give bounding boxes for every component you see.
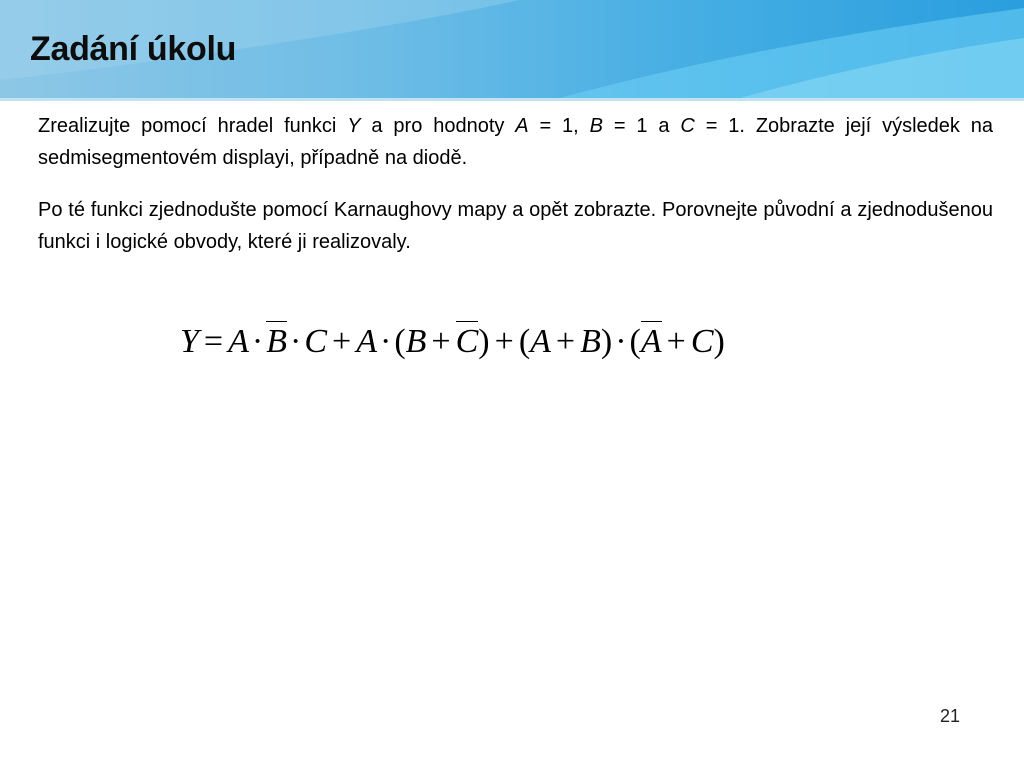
formula-rparen: ) <box>713 323 725 360</box>
variable-a: A <box>515 115 529 137</box>
formula-a: A <box>530 323 551 360</box>
slide-title: Zadání úkolu <box>30 30 237 68</box>
formula-b: B <box>405 323 427 360</box>
formula-equals: = <box>203 323 224 360</box>
formula-dot: · <box>251 323 264 360</box>
formula-plus: + <box>431 323 451 360</box>
formula-plus: + <box>666 323 686 360</box>
formula-dot: · <box>290 323 302 360</box>
header-divider <box>0 98 1024 101</box>
formula-plus: + <box>332 323 352 360</box>
formula-plus: + <box>494 323 514 360</box>
formula-lparen: ( <box>629 323 641 360</box>
formula-dot: · <box>615 323 627 360</box>
formula-rparen: ) <box>600 323 613 360</box>
formula-y: Y <box>180 323 199 360</box>
text-span: a pro hodnoty <box>360 115 516 137</box>
formula-b: B <box>580 323 601 360</box>
formula-plus: + <box>555 323 576 360</box>
variable-y: Y <box>347 115 361 137</box>
formula-lparen: ( <box>518 323 531 360</box>
formula-a: A <box>356 323 377 360</box>
formula-not-c: C <box>455 323 479 360</box>
formula-dot: · <box>379 323 392 360</box>
boolean-formula <box>180 322 725 382</box>
page-number: 21 <box>939 706 960 726</box>
variable-b: B <box>589 115 603 137</box>
formula-c: C <box>690 323 714 360</box>
formula-lparen: ( <box>394 323 406 360</box>
text-span: = 1, <box>528 115 590 137</box>
task-paragraph-2: Po té funkci zjednodušte pomocí Karnaughovy mapy a opět zobrazte. Porovnejte původní a zjednodušenou funkci i logické obvody, které ji realizovaly. <box>38 199 993 253</box>
text-span: Zrealizujte pomocí hradel funkci <box>38 115 348 137</box>
text-span: = 1. Zobrazte její výsledek na sedmisegmentovém displayi, případně na diodě. <box>38 115 994 169</box>
formula-rparen: ) <box>478 323 490 360</box>
formula-not-a: A <box>640 323 662 360</box>
formula-a: A <box>228 323 249 360</box>
task-paragraph-1 <box>38 110 993 174</box>
slide-body <box>38 110 993 278</box>
formula-not-b: B <box>266 323 287 360</box>
formula-c: C <box>304 323 328 360</box>
variable-c: C <box>680 115 695 137</box>
text-span: = 1 a <box>602 115 681 137</box>
